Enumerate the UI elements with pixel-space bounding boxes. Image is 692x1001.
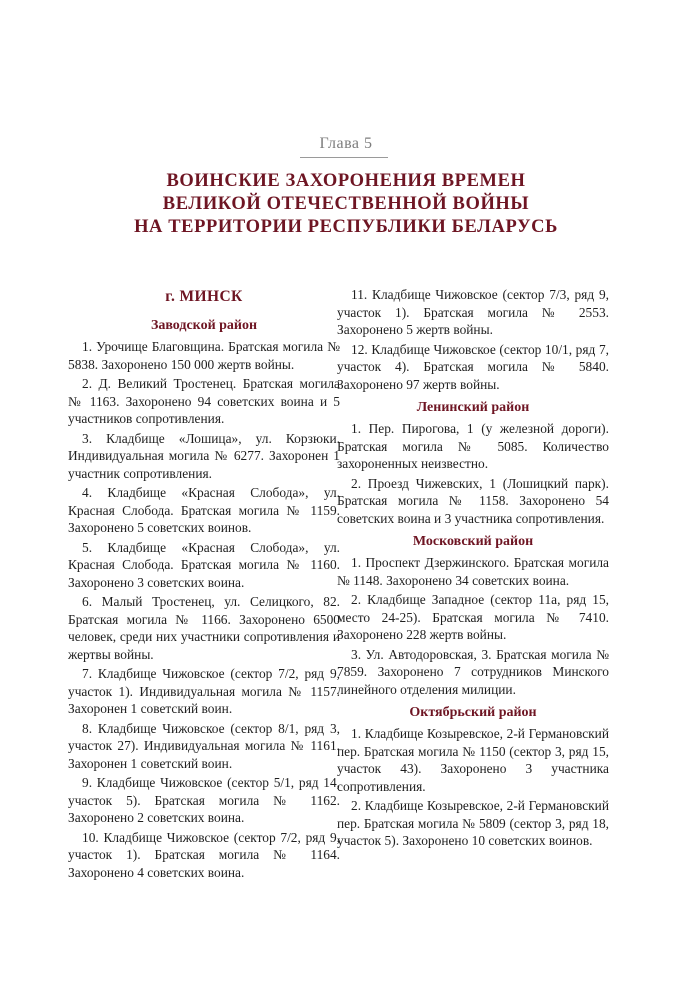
district-heading-leninsky: Ленинский район [416,400,530,415]
list-item: 4. Кладбище «Красная Слобода», ул. Красная Слобода. Братская могила № 1159. Захоронено 5 советских воинов. [68,485,340,535]
district-heading-moskovsky: Московский район [412,534,534,549]
list-item: 11. Кладбище Чижовское (сектор 7/3, ряд 9, участок 1). Братская могила № 2553. Захоронено 5 жертв войны. [337,287,609,337]
title-line: ВЕЛИКОЙ ОТЕЧЕСТВЕННОЙ ВОЙНЫ [162,194,530,214]
chapter-divider [300,157,388,158]
list-item: 2. Д. Великий Тростенец. Братская могила № 1163. Захоронено 94 советских воина и 5 участников сопротивления. [68,376,340,426]
district-heading-zavodskoy: Заводской район [150,318,258,333]
list-item: 6. Малый Тростенец, ул. Селицкого, 82. Братская могила № 1166. Захоронено 6500 человек, среди них участники сопротивления и жертвы войны. [68,594,340,662]
list-item: 5. Кладбище «Красная Слобода», ул. Красная Слобода. Братская могила № 1160. Захоронено 3 советских воина. [68,539,340,590]
list-item: 3. Кладбище «Лошица», ул. Корзюки. Индивидуальная могила № 6277. Захоронен 1 участник сопротивления. [68,430,340,481]
list-item: 9. Кладбище Чижовское (сектор 5/1, ряд 14, участок 5). Братская могила № 1162. Захоронено 2 советских воина. [68,775,340,825]
list-item: 3. Ул. Автодоровская, 3. Братская могила № 7859. Захоронено 7 сотрудников Минского линейного отделения милиции. [337,646,609,697]
chapter-label: Глава 5 [319,135,373,152]
left-column [68,286,340,883]
district-heading-oktyabrsky: Октябрьский район [409,705,537,720]
city-heading: г. МИНСК [165,288,243,305]
list-item: 1. Урочище Благовщина. Братская могила № 5838. Захоронено 150 000 жертв войны. [68,339,340,372]
list-item: 2. Кладбище Козыревское, 2-й Германовский пер. Братская могила № 5809 (сектор 3, ряд 18, участок 5). Захоронено 10 советских воинов. [337,798,609,848]
list-item: 7. Кладбище Чижовское (сектор 7/2, ряд 9, участок 1). Индивидуальная могила № 1157. Захоронен 1 советский воин. [68,666,340,716]
page-title [0,170,692,239]
title-line: НА ТЕРРИТОРИИ РЕСПУБЛИКИ БЕЛАРУСЬ [134,217,558,237]
list-item: 8. Кладбище Чижовское (сектор 8/1, ряд 3, участок 27). Индивидуальная могила № 1161. Захоронен 1 советский воин. [68,720,340,771]
list-item: 10. Кладбище Чижовское (сектор 7/2, ряд 9, участок 1). Братская могила № 1164. Захоронено 4 советских воина. [68,829,340,880]
right-column [337,286,609,852]
list-item: 2. Проезд Чижевских, 1 (Лошицкий парк). Братская могила № 1158. Захоронено 54 советских воина и 3 участника сопротивления. [337,475,609,526]
list-item: 12. Кладбище Чижовское (сектор 10/1, ряд 7, участок 4). Братская могила № 5840. Захоронено 97 жертв войны. [337,341,609,392]
list-item: 1. Проспект Дзержинского. Братская могила № 1148. Захоронено 34 советских воина. [337,555,609,588]
list-item: 1. Кладбище Козыревское, 2-й Германовский пер. Братская могила № 1150 (сектор 3, ряд 15, участок 43). Захоронено 3 участника сопротивления. [337,726,609,794]
list-item: 1. Пер. Пирогова, 1 (у железной дороги). Братская могила № 5085. Количество захороненных неизвестно. [337,421,609,471]
list-item: 2. Кладбище Западное (сектор 11а, ряд 15, место 24-25). Братская могила № 7410. Захоронено 228 жертв войны. [337,592,609,642]
title-line: ВОИНСКИЕ ЗАХОРОНЕНИЯ ВРЕМЕН [166,171,526,191]
